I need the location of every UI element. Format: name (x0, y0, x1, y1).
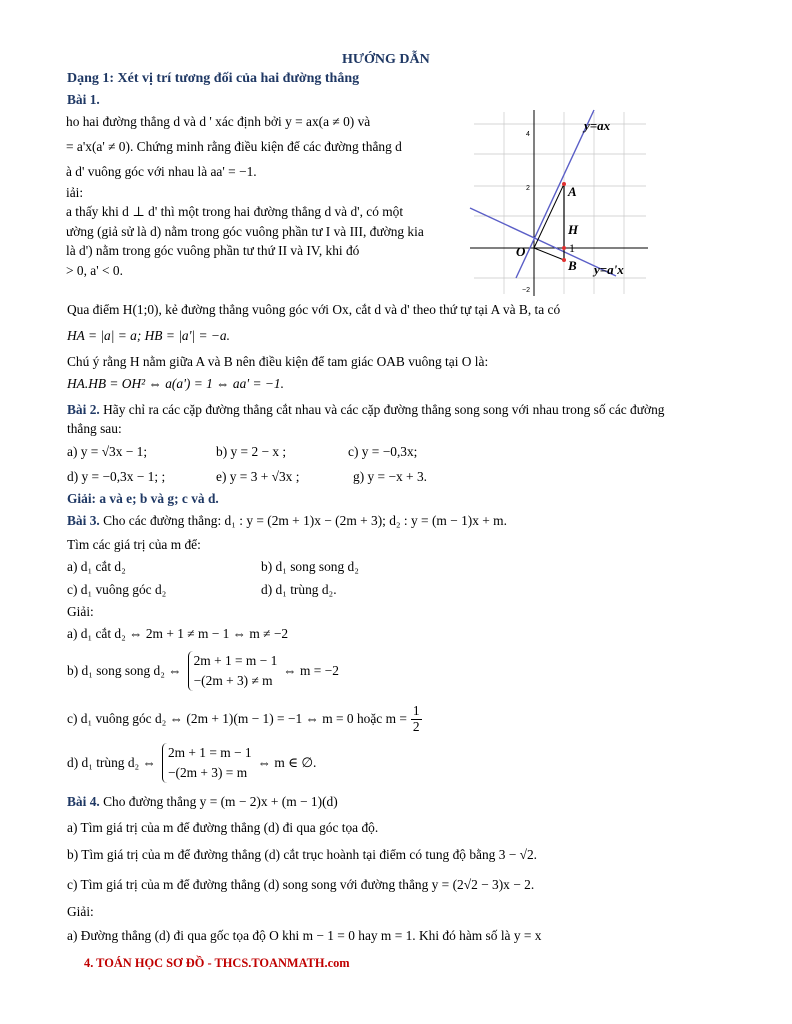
coordinate-graph (466, 108, 650, 300)
bai2-item-d: d) y = −0,3x − 1; ; (67, 469, 166, 484)
bai2-item-b: b) y = 2 − x ; (216, 444, 287, 459)
bai1-line-12: HA.HB = OH² ⇔ a(a') = 1 ⇔ aa' = −1. (67, 376, 284, 391)
bai3-sol-b-system (188, 651, 278, 691)
bai3-sol-d (67, 741, 316, 785)
fraction-numerator: 1 (412, 702, 420, 718)
page-number: 4. (84, 956, 94, 970)
bai1-line-9: Qua điểm H(1;0), kẻ đường thẳng vuông góc với Ox, cắt d và d' theo thứ tự tại A và B, ta có (67, 302, 561, 317)
bai3-sol-d-system (162, 743, 252, 783)
bai2-item-c: c) y = −0,3x; (348, 444, 418, 459)
bai4-q-c: c) Tìm giá trị của m để đường thẳng (d) song song với đường thẳng y = (2√2 − 3)x − 2. (67, 877, 535, 892)
bai3-sol-b-row-2: −(2m + 3) ≠ m (193, 673, 273, 688)
bai4-giai: Giải: (67, 904, 94, 919)
label-b: B (568, 258, 577, 273)
tick-minus-2: −2 (522, 287, 530, 294)
bai4-label: Bài 4. (67, 794, 100, 809)
page-title: HƯỚNG DẪN (342, 52, 430, 67)
bai3-q-a: a) d₁ cắt d₂ (67, 559, 126, 574)
bai1-line-2: = a'x(a' ≠ 0). Chứng minh rằng điều kiện để các đường thẳng d (66, 139, 402, 154)
bai4-q-b: b) Tìm giá trị của m để đường thẳng (d) cắt trục hoành tại điểm có tung độ bằng 3 − √2. (67, 847, 538, 862)
bai3-sol-b-pre: b) d₁ song song d₂ ⇔ (67, 663, 182, 678)
bai3-line-2: Tìm các giá trị của m để: (67, 537, 201, 552)
bai4-sol-a: a) Đường thẳng (d) đi qua gốc tọa độ O khi m − 1 = 0 hay m = 1. Khi đó hàm số là y = x (67, 928, 542, 943)
bai2-item-g: g) y = −x + 3. (353, 469, 427, 484)
bai2-item-a: a) y = √3x − 1; (67, 444, 148, 459)
bai4-line-1 (67, 794, 338, 810)
footer-text: TOÁN HỌC SƠ ĐỒ - THCS.TOANMATH.com (96, 956, 350, 970)
bai3-sol-a: a) d₁ cắt d₂ ⇔ 2m + 1 ≠ m − 1 ⇔ m ≠ −2 (67, 626, 289, 641)
bai2-item-e: e) y = 3 + √3x ; (216, 469, 300, 484)
bai1-line-4: iải: (66, 185, 84, 200)
bai3-sol-d-pre: d) d₁ trùng d₂ ⇔ (67, 755, 156, 770)
bai3-sol-b-row-1: 2m + 1 = m − 1 (193, 652, 278, 668)
bai2-line-2: thẳng sau: (67, 421, 122, 436)
bai3-sol-b (67, 649, 339, 693)
bai3-sol-b-post: ⇔ m = −2 (283, 663, 339, 678)
page-footer (84, 956, 350, 971)
bai3-q-b: b) d₁ song song d₂ (261, 559, 359, 574)
point-a (562, 182, 566, 186)
bai1-line-6: ường (giả sử là d) nằm trong góc vuông phần tư I và III, đường kia (66, 224, 424, 239)
label-h: H (568, 222, 579, 237)
section-heading: Dạng 1: Xét vị trí tương đối của hai đường thẳng (67, 71, 360, 86)
bai1-line-10: HA = |a| = a; HB = |a'| = −a. (67, 328, 230, 343)
bai2-label: Bài 2. (67, 402, 100, 417)
bai2-answer: Giải: a và e; b và g; c và d. (67, 491, 219, 506)
bai3-sol-d-row-1: 2m + 1 = m − 1 (167, 744, 252, 760)
bai2-text: Hãy chỉ ra các cặp đường thẳng cắt nhau và các cặp đường thẳng song song với nhau trong số các đường (103, 402, 665, 417)
bai4-text: Cho đường thẳng y = (m − 2)x + (m − 1)(d) (103, 794, 338, 809)
bai3-sol-d-row-2: −(2m + 3) = m (167, 765, 248, 780)
fraction-denominator: 2 (412, 718, 420, 734)
bai4-q-a: a) Tìm giá trị của m để đường thẳng (d) đi qua góc tọa độ. (67, 820, 379, 835)
bai3-sol-d-post: ⇔ m ∈ ∅. (257, 755, 317, 770)
point-h (562, 246, 566, 250)
label-y-a2x: y=a'x (594, 262, 624, 277)
bai1-label: Bài 1. (67, 92, 100, 107)
bai3-label: Bài 3. (67, 513, 100, 528)
bai1-line-7: là d') nằm trong góc vuông phần tư thứ II và IV, khi đó (66, 243, 360, 258)
bai3-sol-c-pre: c) d₁ vuông góc d₂ ⇔ (2m + 1)(m − 1) = −1 ⇔ m = 0 hoặc m = (67, 711, 407, 726)
bai3-line-1 (67, 513, 507, 529)
bai3-q-d: d) d₁ trùng d₂. (261, 582, 337, 597)
bai3-sol-c (67, 702, 422, 736)
bai2-line-1 (67, 402, 664, 418)
bai1-line-8: > 0, a' < 0. (66, 263, 123, 278)
bai3-giai: Giải: (67, 604, 94, 619)
bai3-sol-c-fraction (411, 704, 422, 734)
bai1-line-5: a thấy khi d ⊥ d' thì một trong hai đường thẳng d và d', có một (66, 204, 404, 219)
label-y-ax: y=ax (584, 118, 611, 133)
label-1: 1 (569, 241, 575, 255)
tick-2: 2 (526, 185, 530, 192)
bai3-text: Cho các đường thẳng: d₁ : y = (2m + 1)x − (2m + 3); d₂ : y = (m − 1)x + m. (103, 513, 507, 528)
label-a: A (568, 184, 577, 199)
tick-4: 4 (526, 131, 530, 138)
bai1-line-11: Chú ý rằng H nằm giữa A và B nên điều kiện để tam giác OAB vuông tại O là: (67, 354, 489, 369)
point-b (562, 258, 566, 262)
bai3-q-c: c) d₁ vuông góc d₂ (67, 582, 167, 597)
label-o: O (516, 244, 526, 259)
bai1-line-3: à d' vuông góc với nhau là aa' = −1. (66, 164, 257, 179)
bai1-line-1: ho hai đường thẳng d và d ' xác định bởi y = ax(a ≠ 0) và (66, 114, 371, 129)
